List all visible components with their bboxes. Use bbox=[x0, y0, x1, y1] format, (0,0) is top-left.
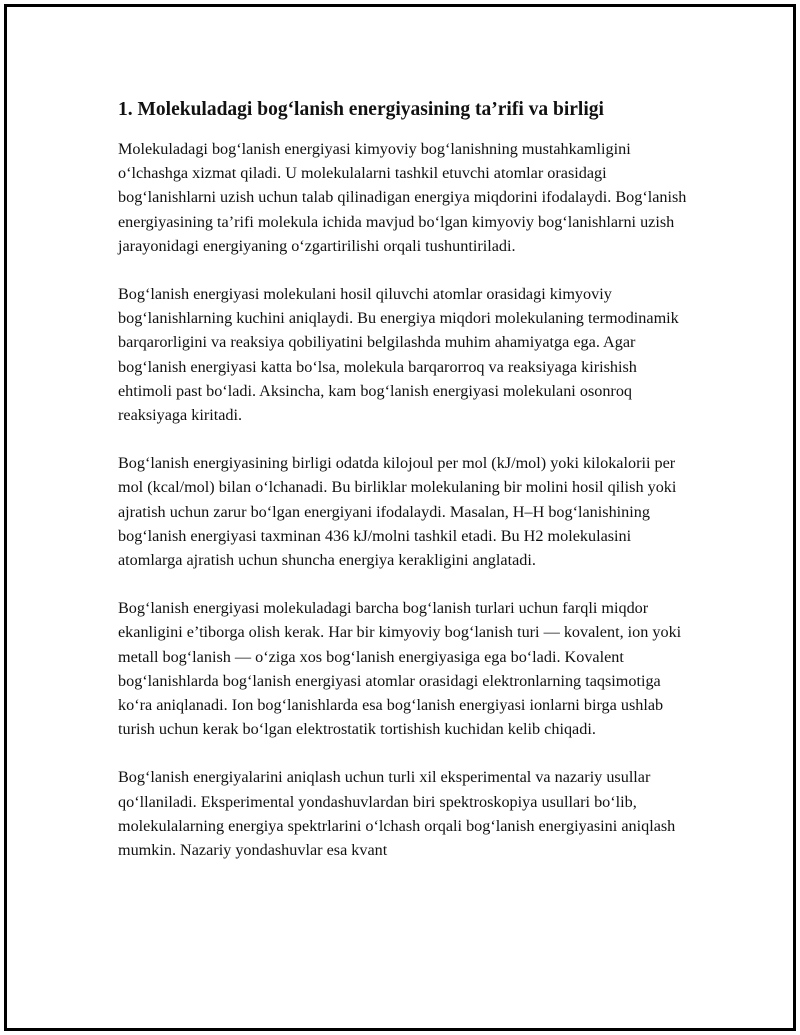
paragraph-3: Bog‘lanish energiyasining birligi odatda kilojoul per mol (kJ/mol) yoki kilokalorii per mol (kcal/mol) bilan o‘lchanadi. Bu birliklar molekulaning bir molini hosil qilish yoki ajratish uchun zarur bo‘lgan energiyani ifodalaydi. Masalan, H–H bog‘lanishining bog‘lanish energiyasi taxminan 436 kJ/molni tashkil etadi. Bu H2 molekulasini atomlarga ajratish uchun shuncha energiya kerakligini anglatadi. bbox=[118, 454, 677, 570]
section-heading: 1. Molekuladagi bog‘lanish energiyasining ta’rifi va birligi bbox=[118, 99, 604, 120]
paragraph-2: Bog‘lanish energiyasi molekulani hosil qiluvchi atomlar orasidagi kimyoviy bog‘lanishlarning kuchini aniqlaydi. Bu energiya miqdori molekulaning termodinamik barqarorligini va reaksiya qobiliyatini belgilashda muhim ahamiyatga ega. Agar bog‘lanish energiyasi katta bo‘lsa, molekula barqarorroq va reaksiyaga kirishish ehtimoli past bo‘ladi. Aksincha, kam bog‘lanish energiyasi molekulani osonroq reaksiyaga kiritadi. bbox=[118, 285, 679, 425]
paragraph-4: Bog‘lanish energiyasi molekuladagi barcha bog‘lanish turlari uchun farqli miqdor ekanligini e’tiborga olish kerak. Har bir kimyoviy bog‘lanish turi — kovalent, ion yoki metall bog‘lanish — o‘ziga xos bog‘lanish energiyasiga ega bo‘ladi. Kovalent bog‘lanishlarda bog‘lanish energiyasi atomlar orasidagi elektronlarning taqsimotiga ko‘ra aniqlanadi. Ion bog‘lanishlarda esa bog‘lanish energiyasi ionlarni birga ushlab turish uchun kerak bo‘lgan elektrostatik tortishish kuchidan kelib chiqadi. bbox=[118, 599, 682, 739]
paragraph-5: Bog‘lanish energiyalarini aniqlash uchun turli xil eksperimental va nazariy usullar qo‘llaniladi. Eksperimental yondashuvlardan biri spektroskopiya usullari bo‘lib, molekulalarning energiya spektrlarini o‘lchash orqali bog‘lanish energiyasini aniqlash mumkin. Nazariy yondashuvlar esa kvant bbox=[118, 768, 676, 860]
document-body bbox=[118, 97, 693, 886]
paragraph-1: Molekuladagi bog‘lanish energiyasi kimyoviy bog‘lanishning mustahkamligini o‘lchashga xizmat qiladi. U molekulalarni tashkil etuvchi atomlar orasidagi bog‘lanishlarni uzish uchun talab qilinadigan energiya miqdorini ifodalaydi. Bog‘lanish energiyasining ta’rifi molekula ichida mavjud bo‘lgan kimyoviy bog‘lanishlarni uzish jarayonidagi energiyaning o‘zgartirilishi orqali tushuntiriladi. bbox=[118, 140, 687, 255]
page-frame bbox=[4, 4, 796, 1031]
